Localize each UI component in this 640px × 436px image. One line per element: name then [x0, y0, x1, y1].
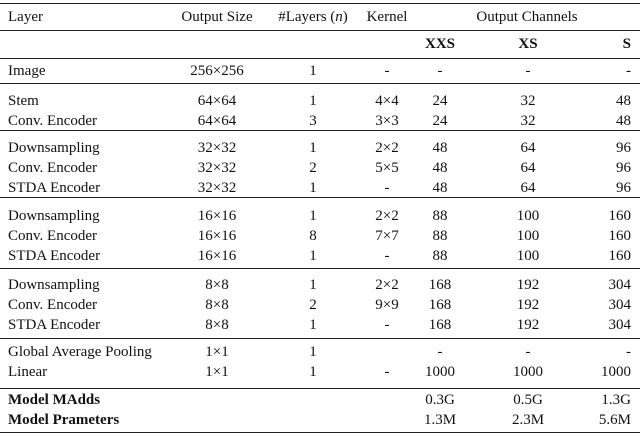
summary-label: Model MAdds	[8, 392, 101, 408]
row-num-layers: 1	[309, 277, 317, 293]
row-xs: -	[525, 63, 531, 79]
row-s: 48	[616, 113, 631, 129]
row-num-layers: 1	[309, 317, 317, 333]
row-s: 160	[608, 228, 631, 244]
row-num-layers: 1	[309, 140, 317, 156]
row-layer: STDA Encoder	[8, 317, 101, 333]
row-kernel: -	[384, 63, 390, 79]
row-output-size: 8×8	[205, 297, 229, 313]
row-output-size: 1×1	[205, 364, 229, 380]
row-xs: 32	[520, 113, 536, 129]
row-layer: Conv. Encoder	[8, 160, 98, 176]
row-output-size: 8×8	[205, 277, 229, 293]
group-rule-5	[0, 338, 640, 339]
row-xxs: 88	[432, 248, 448, 264]
row-xxs: -	[437, 63, 443, 79]
row-layer: STDA Encoder	[8, 180, 101, 196]
row-layer: Image	[8, 63, 46, 79]
header-num-layers	[278, 8, 348, 26]
header-variant-s: S	[622, 36, 631, 52]
row-num-layers: 1	[309, 63, 317, 79]
row-num-layers: 8	[309, 228, 317, 244]
row-layer: Linear	[8, 364, 48, 380]
row-s: 96	[616, 160, 631, 176]
summary-s: 1.3G	[601, 392, 631, 408]
row-num-layers: 1	[309, 93, 317, 109]
row-xxs: 48	[432, 180, 448, 196]
row-kernel: 2×2	[375, 208, 399, 224]
group-rule-1	[0, 83, 640, 84]
header-num-layers-var: n	[335, 9, 343, 25]
row-num-layers: 1	[309, 208, 317, 224]
row-xxs: 168	[428, 317, 452, 333]
header-variant-xs: XS	[518, 36, 538, 52]
row-xxs: 88	[432, 228, 448, 244]
row-layer: Conv. Encoder	[8, 297, 98, 313]
header-variant-xxs: XXS	[424, 36, 456, 52]
row-s: 96	[616, 140, 631, 156]
row-xs: 100	[516, 248, 540, 264]
header-output-channels: Output Channels	[476, 9, 578, 25]
row-kernel: -	[384, 317, 390, 333]
row-num-layers: 1	[309, 344, 317, 360]
row-layer: Downsampling	[8, 208, 100, 224]
row-xs: 64	[520, 140, 536, 156]
row-kernel: 2×2	[375, 277, 399, 293]
row-xxs: -	[437, 344, 443, 360]
row-xs: 192	[516, 317, 540, 333]
row-kernel: -	[384, 364, 390, 380]
row-output-size: 16×16	[197, 208, 237, 224]
summary-xxs: 1.3M	[423, 412, 457, 428]
row-xxs: 168	[428, 277, 452, 293]
row-kernel: 7×7	[375, 228, 399, 244]
header-output-size: Output Size	[181, 9, 253, 25]
header-num-layers-prefix: #Layers (	[278, 9, 336, 25]
row-kernel: -	[384, 180, 390, 196]
row-s: 160	[608, 208, 631, 224]
row-output-size: 1×1	[205, 344, 229, 360]
group-rule-2	[0, 130, 640, 131]
row-xs: -	[525, 344, 531, 360]
row-xs: 64	[520, 160, 536, 176]
summary-xs: 2.3M	[511, 412, 545, 428]
row-output-size: 64×64	[197, 113, 237, 129]
row-kernel: 9×9	[375, 297, 399, 313]
row-s: 48	[616, 93, 631, 109]
group-rule-3	[0, 197, 640, 198]
row-xs: 100	[516, 228, 540, 244]
header-num-layers-suffix: )	[342, 9, 348, 25]
row-xs: 64	[520, 180, 536, 196]
row-layer: Downsampling	[8, 277, 100, 293]
row-num-layers: 2	[309, 297, 317, 313]
row-xs: 1000	[513, 364, 543, 380]
row-kernel: 4×4	[375, 93, 399, 109]
row-xs: 32	[520, 93, 536, 109]
summary-xs: 0.5G	[513, 392, 543, 408]
summary-label: Model Prameters	[8, 412, 120, 428]
row-output-size: 32×32	[197, 140, 237, 156]
row-output-size: 64×64	[197, 93, 237, 109]
row-xxs: 168	[428, 297, 452, 313]
row-xxs: 48	[432, 140, 448, 156]
header-layer: Layer	[8, 9, 43, 25]
row-layer: Conv. Encoder	[8, 113, 98, 129]
summary-xxs: 0.3G	[425, 392, 455, 408]
row-output-size: 32×32	[197, 180, 237, 196]
row-s: -	[626, 344, 631, 360]
row-s: 1000	[601, 364, 631, 380]
row-s: 304	[608, 317, 631, 333]
row-s: 304	[608, 277, 631, 293]
header-kernel: Kernel	[366, 9, 408, 25]
header-rule	[0, 30, 640, 31]
row-s: -	[626, 63, 631, 79]
top-rule	[0, 3, 640, 4]
row-layer: Downsampling	[8, 140, 100, 156]
row-kernel: 3×3	[375, 113, 399, 129]
group-rule-0	[0, 58, 640, 59]
row-layer: Stem	[8, 93, 39, 109]
row-xs: 192	[516, 277, 540, 293]
row-output-size: 16×16	[197, 228, 237, 244]
row-xxs: 1000	[425, 364, 455, 380]
row-xxs: 24	[432, 113, 448, 129]
row-kernel: -	[384, 248, 390, 264]
row-output-size: 256×256	[190, 63, 244, 79]
row-kernel: 5×5	[375, 160, 399, 176]
row-num-layers: 1	[309, 180, 317, 196]
row-s: 96	[616, 180, 631, 196]
row-layer: Conv. Encoder	[8, 228, 98, 244]
row-num-layers: 1	[309, 364, 317, 380]
row-output-size: 8×8	[205, 317, 229, 333]
row-layer: Global Average Pooling	[8, 344, 152, 360]
summary-s: 5.6M	[598, 412, 631, 428]
summary-rule	[0, 388, 640, 389]
row-num-layers: 2	[309, 160, 317, 176]
group-rule-4	[0, 268, 640, 269]
row-s: 304	[608, 297, 631, 313]
row-num-layers: 1	[309, 248, 317, 264]
row-xxs: 88	[432, 208, 448, 224]
row-xxs: 24	[432, 93, 448, 109]
row-xs: 100	[516, 208, 540, 224]
bottom-rule	[0, 432, 640, 433]
row-xs: 192	[516, 297, 540, 313]
row-s: 160	[608, 248, 631, 264]
row-output-size: 32×32	[197, 160, 237, 176]
row-layer: STDA Encoder	[8, 248, 101, 264]
row-output-size: 16×16	[197, 248, 237, 264]
row-num-layers: 3	[309, 113, 317, 129]
row-xxs: 48	[432, 160, 448, 176]
row-kernel: 2×2	[375, 140, 399, 156]
